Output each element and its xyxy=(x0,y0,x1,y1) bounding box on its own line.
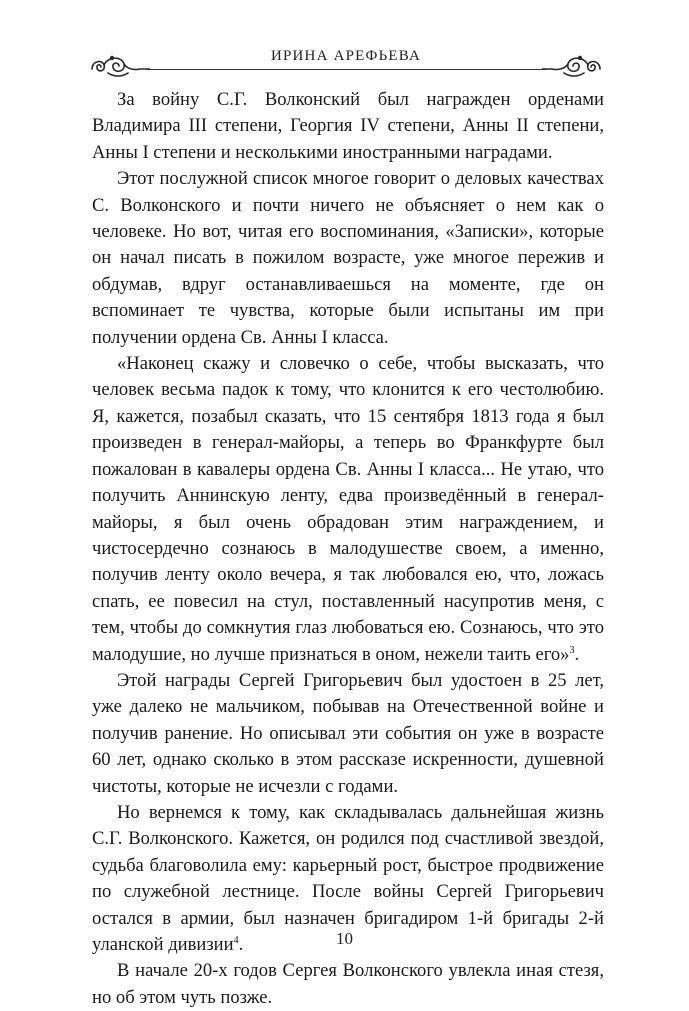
paragraph-trailing-punctuation: . xyxy=(238,934,244,955)
header-rule xyxy=(146,69,546,70)
footnote-marker[interactable]: 4 xyxy=(233,934,239,946)
body-text xyxy=(92,87,604,1011)
paragraph-text: Этой награды Сергей Григорьевич был удостоен в 25 лет, уже далеко не мальчиком, побывав на Отечественной войне и получив ранение. Но описывал эти события он уже в возрасте 60 лет, однако сколько в этом рассказе искренности, душевной чистоты, которые не исчезли с годами. xyxy=(92,669,604,797)
footnote-marker[interactable]: 3 xyxy=(569,644,575,656)
paragraph xyxy=(92,958,604,1011)
paragraph-text: «Наконец скажу и словечко о себе, чтобы высказать, что человек весьма падок к тому, что клонится к его честолюбию. Я, кажется, позабыл сказать, что 15 сентября 1813 года я был произведен в генерал-майоры, а теперь во Франкфурте был пожалован в кавалеры ордена Св. Анны I класса... Не утаю, что получить Аннинскую ленту, едва произведённый в генерал-майоры, я был очень обрадован этим награждением, и чистосердечно сознаюсь в малодушестве своем, а именно, получив ленту около вечера, я так любовался ею, что, ложась спать, ее повесил на стул, поставленный насупротив меня, с тем, чтобы до сомкнутия глаз любоваться ею. Сознаюсь, что это малодушие, но лучше признаться в оном, нежели таить его» xyxy=(92,353,604,665)
paragraph-text: Но вернемся к тому, как складывалась дальнейшая жизнь С.Г. Волконского. Кажется, он родился под счастливой звездой, судьба благоволила ему: карьерный рост, быстрое продвижение по служебной лестнице. После войны Сергей Григорьевич остался в армии, был назначен бригадиром 1-й бригады 2-й уланской дивизии xyxy=(92,801,604,955)
running-header xyxy=(88,46,604,80)
paragraph-text: В начале 20-х годов Сергея Волконского увлекла иная стезя, но об этом чуть позже. xyxy=(92,960,604,1008)
quotation-paragraph: «Наконец скажу и словечко о себе, чтобы высказать, что человек весьма падок к тому, что клонится к его честолюбию. Я, кажется, позабыл сказать, что 15 сентября 1813 года я был произведен в генерал-майоры, а теперь во Франкфурте был пожалован в кавалеры ордена Св. Анны I класса... Не утаю, что получить Аннинскую ленту, едва произведённый в генерал-майоры, я был очень обрадован этим награждением, и чистосердечно сознаюсь в малодушестве своем, а именно, получив ленту около вечера, я так любовался ею, что, ложась спать, ее повесил на стул, поставленный насупротив меня, с тем, чтобы до сомкнутия глаз любоваться ею. Сознаюсь, что это малодушие, но лучше признаться в оном, нежели таить его»$^3$. xyxy=(92,353,604,665)
paragraph xyxy=(92,668,604,800)
paragraph xyxy=(92,166,604,351)
running-header-title: ИРИНА АРЕФЬЕВА xyxy=(270,48,422,64)
paragraph-text: Этот послужной список многое говорит о деловых качествах С. Волконского и почти ничего не объясняет о нем как о человеке. Но вот, читая его воспоминания, «Записки», которые он начал писать в пожилом возрасте, уже многое пережив и обдумав, вдруг останавливаешься на моменте, где он вспоминает те чувства, которые были испытаны им при получении ордена Св. Анны I класса. xyxy=(92,168,604,348)
scroll-flourish-icon xyxy=(542,52,604,80)
page-number: 10 xyxy=(336,929,353,948)
paragraph xyxy=(92,87,604,166)
paragraph-text: За войну С.Г. Волконский был награжден орденами Владимира III степени, Георгия IV степени, Анны II степени, Анны I степени и несколькими иностранными наградами. xyxy=(92,89,604,163)
